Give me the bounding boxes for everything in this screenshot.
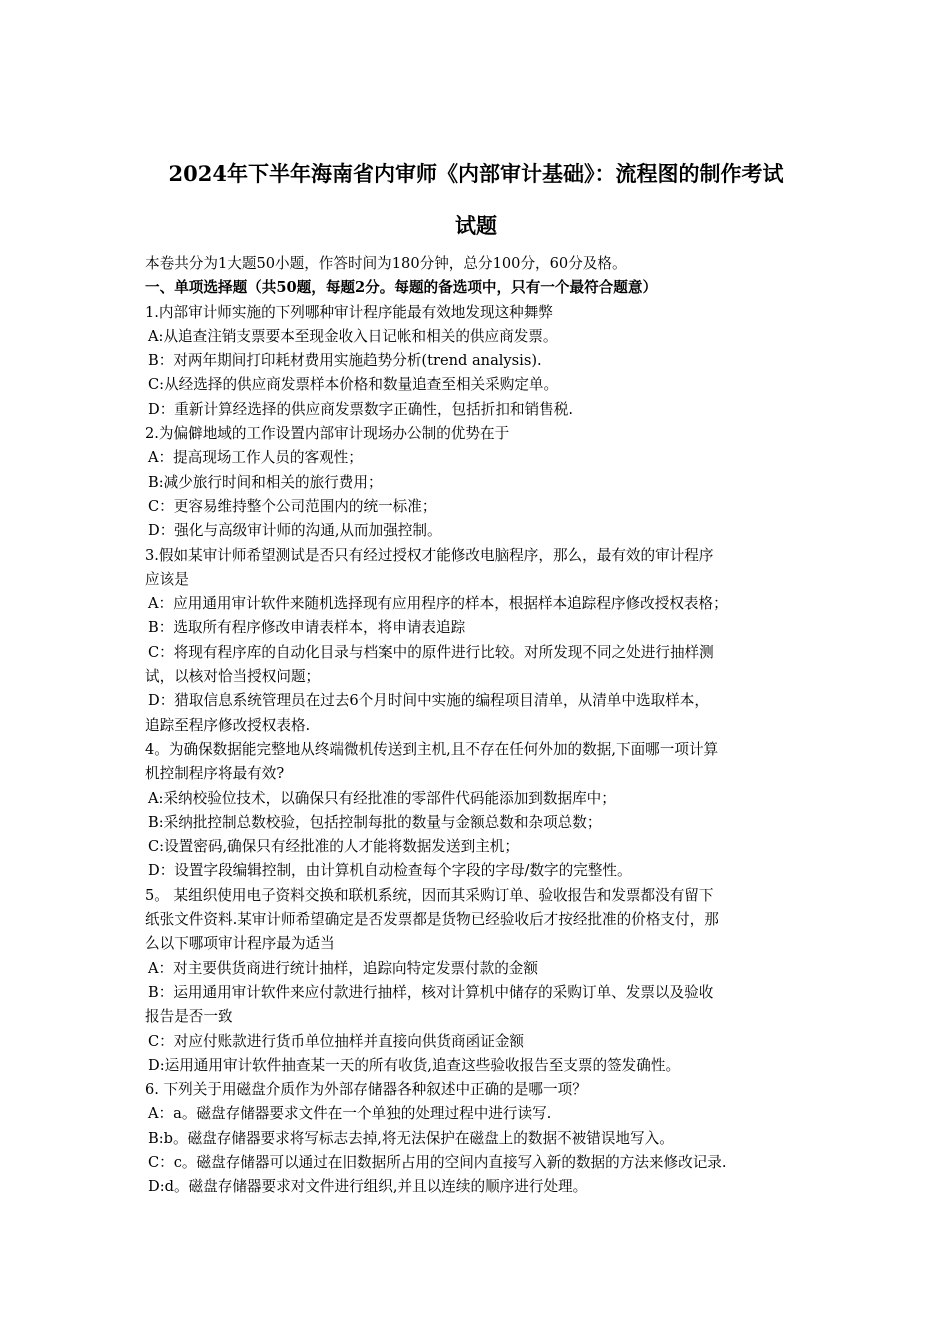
answer-option-line: B：对两年期间打印耗材费用实施趋势分析(trend analysis). [148,352,542,370]
question-1 [145,301,807,422]
answer-option-line: B:减少旅行时间和相关的旅行费用； [148,473,383,491]
exam-intro: 本卷共分为1大题50小题，作答时间为180分钟，总分100分，60分及格。 [145,255,627,272]
answer-option-line: C:设置密码,确保只有经批准的人才能将数据发送到主机； [148,838,519,856]
answer-option-line: 追踪至程序修改授权表格. [145,716,311,734]
document-page [145,148,807,1200]
answer-option-line: C：对应付账款进行货币单位抽样并直接向供货商函证金额 [148,1032,525,1050]
answer-option-line: D：重新计算经选择的供应商发票数字正确性，包括折扣和销售税. [148,400,573,418]
question-stem-line: 3.假如某审计师希望测试是否只有经过授权才能修改电脑程序，那么，最有效的审计程序 [145,546,714,564]
question-stem-line: 4。为确保数据能完整地从终端微机传送到主机,且不存在任何外加的数据,下面哪一项计算 [145,740,719,758]
question-stem-line: 1.内部审计师实施的下列哪种审计程序能最有效地发现这种舞弊 [145,303,553,321]
answer-option-line: A:从追查注销支票要本至现金收入日记帐和相关的供应商发票。 [148,327,558,345]
answer-option-line: B：选取所有程序修改申请表样本，将申请表追踪 [148,619,466,637]
answer-option-line: A：a。磁盘存储器要求文件在一个单独的处理过程中进行读写. [148,1105,552,1123]
answer-option-line: C：更容易维持整个公司范围内的统一标准； [148,497,437,515]
answer-option-line: D：猎取信息系统管理员在过去6个月时间中实施的编程项目清单，从清单中选取样本， [148,692,709,710]
question-list [145,301,807,1200]
question-stem-line: 5。 某组织使用电子资料交换和联机系统，因而其采购订单、验收报告和发票都没有留下 [145,886,714,904]
answer-option-line: C：c。磁盘存储器可以通过在旧数据所占用的空间内直接写入新的数据的方法来修改记录. [148,1153,727,1171]
answer-option-line: A：应用通用审计软件来随机选择现有应用程序的样本，根据样本追踪程序修改授权表格； [148,595,728,613]
document-title-line-1: 2024年下半年海南省内审师《内部审计基础》：流程图的制作考试 [168,161,784,186]
answer-option-line: C：将现有程序库的自动化目录与档案中的原件进行比较。对所发现不同之处进行抽样测 [148,643,714,661]
answer-option-line: D:d。磁盘存储器要求对文件进行组织,并且以连续的顺序进行处理。 [148,1178,588,1196]
answer-option-line: C:从经选择的供应商发票样本价格和数量追查至相关采购定单。 [148,376,559,394]
question-stem-line: 应该是 [145,570,189,588]
document-title-line-2: 试题 [455,213,497,238]
answer-option-line: A：提高现场工作人员的客观性； [148,449,363,467]
answer-option-line: B:b。磁盘存储器要求将写标志去掉,将无法保护在磁盘上的数据不被错误地写入。 [148,1129,674,1147]
section-heading: 一、单项选择题（共50题，每题2分。每题的备选项中，只有一个最符合题意） [145,279,658,297]
answer-option-line: D:运用通用审计软件抽查某一天的所有收货,追查这些验收报告至支票的签发确性。 [148,1056,681,1074]
answer-option-line: A：对主要供货商进行统计抽样，追踪向特定发票付款的金额 [148,959,538,977]
answer-option-line: 报告是否一致 [145,1008,233,1026]
answer-option-line: A:采纳校验位技术，以确保只有经批准的零部件代码能添加到数据库中； [148,789,616,807]
answer-option-line: D：强化与高级审计师的沟通,从而加强控制。 [148,522,442,540]
question-2 [145,422,807,543]
question-stem-line: 机控制程序将最有效? [145,765,285,783]
question-stem-line: 纸张文件资料.某审计师希望确定是否发票都是货物已经验收后才按经批准的价格支付，那 [145,911,719,929]
question-stem-line: 2.为偏僻地域的工作设置内部审计现场办公制的优势在于 [145,425,510,443]
answer-option-line: B：运用通用审计软件来应付款进行抽样，核对计算机中储存的采购订单、发票以及验收 [148,983,714,1001]
question-4 [145,738,807,884]
question-stem-line: 么以下哪项审计程序最为适当 [145,935,335,953]
answer-option-line: B:采纳批控制总数校验，包括控制每批的数量与金额总数和杂项总数； [148,813,602,831]
question-3 [145,544,807,738]
answer-option-line: D：设置字段编辑控制，由计算机自动检查每个字段的字母/数字的完整性。 [148,862,632,880]
question-6 [145,1078,807,1199]
question-5 [145,884,807,1078]
question-stem-line: 6. 下列关于用磁盘介质作为外部存储器各种叙述中正确的是哪一项？ [145,1081,587,1099]
answer-option-line: 试，以核对恰当授权问题； [145,668,321,686]
